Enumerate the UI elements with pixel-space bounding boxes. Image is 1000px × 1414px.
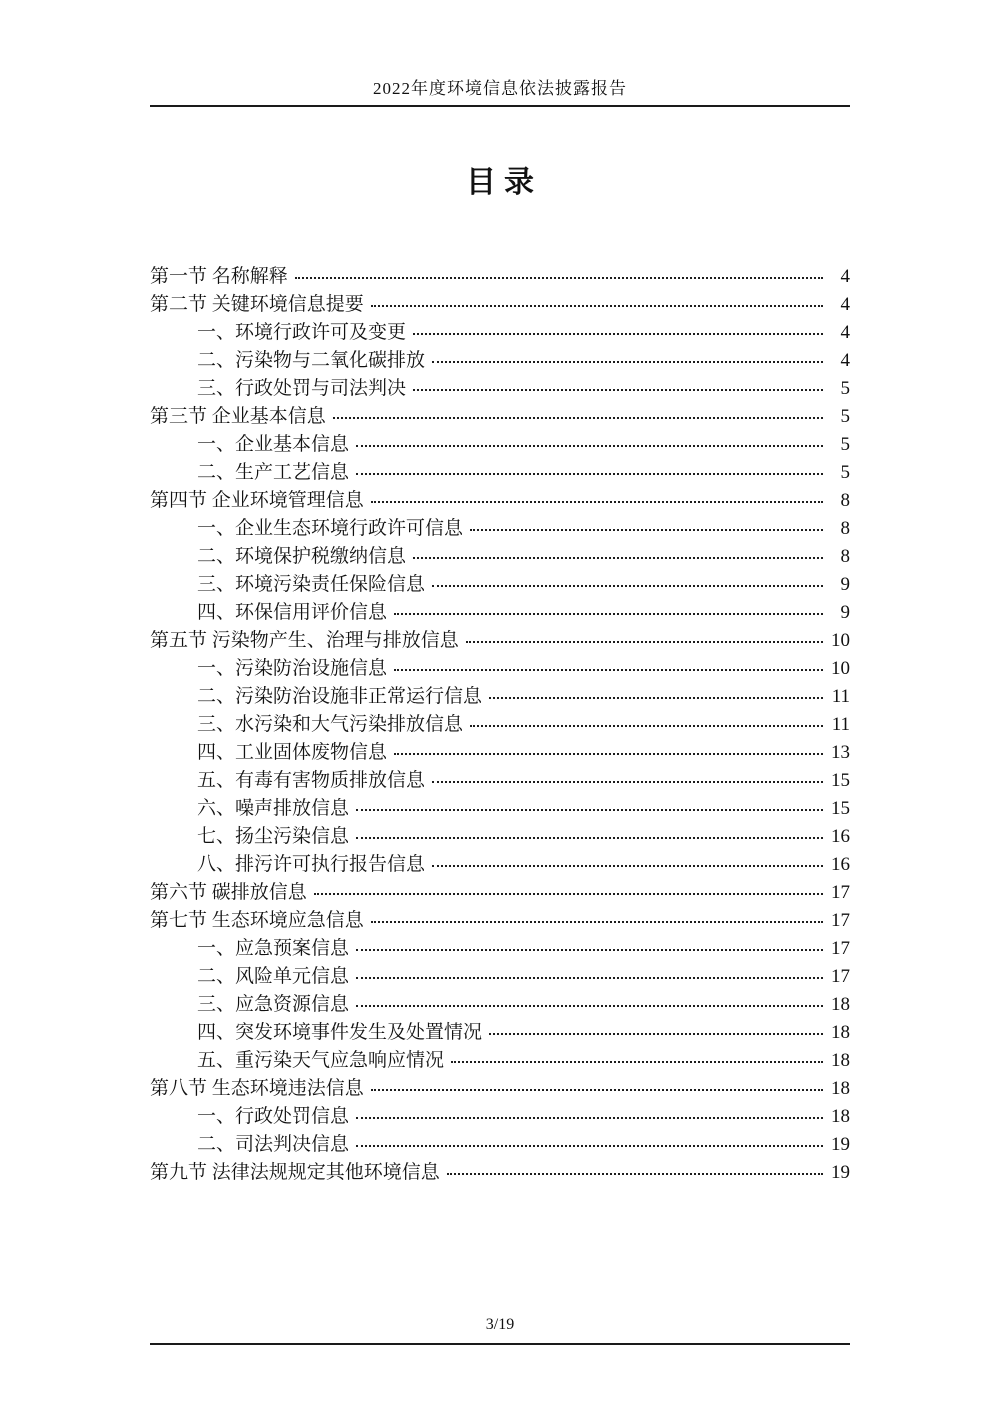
toc-entry <box>150 373 850 401</box>
toc-entry-label: 三、应急资源信息 <box>197 994 350 1015</box>
toc-page-number: 5 <box>840 462 850 483</box>
toc-page-number: 16 <box>831 854 850 875</box>
toc-entry <box>150 961 850 989</box>
toc-page-number: 8 <box>840 546 850 567</box>
toc-entry <box>150 457 850 485</box>
toc-page-number: 15 <box>831 770 850 791</box>
toc-entry <box>150 625 850 653</box>
toc-entry-label: 七、扬尘污染信息 <box>197 826 350 847</box>
toc-entry-label: 第二节 关键环境信息提要 <box>150 294 364 315</box>
dot-leader <box>432 585 823 587</box>
dot-leader <box>432 865 823 867</box>
toc-entry-label: 第一节 名称解释 <box>150 266 288 287</box>
dot-leader <box>394 753 823 755</box>
toc-entry-label: 第三节 企业基本信息 <box>150 406 326 427</box>
toc-entry-label: 一、行政处罚信息 <box>197 1106 350 1127</box>
toc-list <box>150 261 850 1185</box>
toc-entry-label: 二、司法判决信息 <box>197 1134 350 1155</box>
toc-entry-label: 二、污染防治设施非正常运行信息 <box>197 686 483 707</box>
toc-entry <box>150 737 850 765</box>
dot-leader <box>371 305 823 307</box>
dot-leader <box>371 501 823 503</box>
dot-leader <box>451 1061 823 1063</box>
running-header-title: 2022年度环境信息依法披露报告 <box>373 79 627 98</box>
toc-entry-label: 三、行政处罚与司法判决 <box>197 378 407 399</box>
toc-entry <box>150 513 850 541</box>
toc-entry-label: 一、企业生态环境行政许可信息 <box>197 518 464 539</box>
toc-entry-label: 四、突发环境事件发生及处置情况 <box>197 1022 483 1043</box>
toc-entry <box>150 485 850 513</box>
toc-entry-label: 一、污染防治设施信息 <box>197 658 388 679</box>
toc-entry-label: 二、风险单元信息 <box>197 966 350 987</box>
toc-page-number: 18 <box>831 994 850 1015</box>
dot-leader <box>489 697 823 699</box>
dot-leader <box>466 641 823 643</box>
toc-page-number: 4 <box>840 350 850 371</box>
toc-entry <box>150 1045 850 1073</box>
toc-page-number: 4 <box>840 322 850 343</box>
dot-leader <box>356 445 823 447</box>
page-header <box>150 0 850 107</box>
toc-page-number: 13 <box>831 742 850 763</box>
dot-leader <box>356 949 823 951</box>
toc-entry-label: 二、污染物与二氧化碳排放 <box>197 350 426 371</box>
toc-page-number: 18 <box>831 1050 850 1071</box>
dot-leader <box>371 921 823 923</box>
toc-entry <box>150 1017 850 1045</box>
toc-entry <box>150 429 850 457</box>
toc-entry <box>150 989 850 1017</box>
toc-page-number: 8 <box>840 518 850 539</box>
toc-page-number: 5 <box>840 434 850 455</box>
toc-entry <box>150 877 850 905</box>
toc-entry-label: 五、重污染天气应急响应情况 <box>197 1050 445 1071</box>
page-number: 3/19 <box>485 1316 515 1333</box>
toc-page-number: 16 <box>831 826 850 847</box>
toc-entry-label: 第四节 企业环境管理信息 <box>150 490 364 511</box>
toc-page-number: 10 <box>831 658 850 679</box>
toc-page-number: 18 <box>831 1022 850 1043</box>
toc-page-number: 19 <box>831 1162 850 1183</box>
toc-page-number: 18 <box>831 1078 850 1099</box>
toc-page-number: 9 <box>840 574 850 595</box>
toc-entry <box>150 933 850 961</box>
toc-entry <box>150 597 850 625</box>
toc-page-number: 11 <box>831 714 850 735</box>
toc-page-number: 10 <box>831 630 850 651</box>
toc-entry <box>150 569 850 597</box>
toc-page-number: 4 <box>840 294 850 315</box>
toc-entry-label: 四、工业固体废物信息 <box>197 742 388 763</box>
dot-leader <box>356 809 823 811</box>
toc-page-number: 5 <box>840 406 850 427</box>
toc-entry <box>150 653 850 681</box>
toc-entry <box>150 905 850 933</box>
toc-page-number: 5 <box>840 378 850 399</box>
dot-leader <box>356 473 823 475</box>
toc-entry-label: 第七节 生态环境应急信息 <box>150 910 364 931</box>
toc-entry <box>150 681 850 709</box>
toc-page-number: 17 <box>831 910 850 931</box>
dot-leader <box>413 557 823 559</box>
toc-entry <box>150 1157 850 1185</box>
toc-entry-label: 六、噪声排放信息 <box>197 798 350 819</box>
toc-page-number: 4 <box>840 266 850 287</box>
toc-entry <box>150 1073 850 1101</box>
dot-leader <box>371 1089 823 1091</box>
toc-entry <box>150 849 850 877</box>
toc-page-number: 19 <box>831 1134 850 1155</box>
dot-leader <box>432 361 823 363</box>
dot-leader <box>295 277 823 279</box>
dot-leader <box>413 389 823 391</box>
dot-leader <box>394 613 823 615</box>
toc-page-number: 11 <box>831 686 850 707</box>
toc-entry-label: 三、水污染和大气污染排放信息 <box>197 714 464 735</box>
toc-page-number: 17 <box>831 882 850 903</box>
toc-entry <box>150 345 850 373</box>
toc-entry-label: 一、企业基本信息 <box>197 434 350 455</box>
toc-entry <box>150 709 850 737</box>
dot-leader <box>432 781 823 783</box>
dot-leader <box>356 1145 823 1147</box>
toc-entry <box>150 1129 850 1157</box>
toc-entry-label: 二、环境保护税缴纳信息 <box>197 546 407 567</box>
page-footer <box>150 1316 850 1345</box>
dot-leader <box>356 1117 823 1119</box>
toc-entry-label: 一、环境行政许可及变更 <box>197 322 407 343</box>
toc-entry <box>150 765 850 793</box>
toc-page-number: 8 <box>840 490 850 511</box>
toc-entry <box>150 793 850 821</box>
dot-leader <box>394 669 823 671</box>
dot-leader <box>447 1173 823 1175</box>
dot-leader <box>489 1033 823 1035</box>
toc-entry-label: 二、生产工艺信息 <box>197 462 350 483</box>
toc-entry-label: 第九节 法律法规规定其他环境信息 <box>150 1162 440 1183</box>
dot-leader <box>333 417 823 419</box>
toc-page-number: 9 <box>840 602 850 623</box>
toc-entry-label: 八、排污许可执行报告信息 <box>197 854 426 875</box>
toc-entry-label: 五、有毒有害物质排放信息 <box>197 770 426 791</box>
dot-leader <box>470 725 823 727</box>
toc-page-number: 17 <box>831 938 850 959</box>
toc-entry <box>150 401 850 429</box>
toc-entry-label: 第五节 污染物产生、治理与排放信息 <box>150 630 459 651</box>
dot-leader <box>356 977 823 979</box>
dot-leader <box>356 1005 823 1007</box>
toc-page-number: 15 <box>831 798 850 819</box>
toc-entry-label: 第八节 生态环境违法信息 <box>150 1078 364 1099</box>
toc-entry-label: 第六节 碳排放信息 <box>150 882 307 903</box>
toc-title: 目录 <box>466 166 542 199</box>
toc-entry <box>150 289 850 317</box>
toc-entry-label: 三、环境污染责任保险信息 <box>197 574 426 595</box>
dot-leader <box>470 529 823 531</box>
toc-entry <box>150 541 850 569</box>
toc-entry <box>150 1101 850 1129</box>
toc-entry <box>150 317 850 345</box>
dot-leader <box>314 893 823 895</box>
toc-entry-label: 四、环保信用评价信息 <box>197 602 388 623</box>
toc-page-number: 18 <box>831 1106 850 1127</box>
dot-leader <box>356 837 823 839</box>
toc-entry-label: 一、应急预案信息 <box>197 938 350 959</box>
dot-leader <box>413 333 823 335</box>
toc-entry <box>150 261 850 289</box>
toc-entry <box>150 821 850 849</box>
toc-page-number: 17 <box>831 966 850 987</box>
